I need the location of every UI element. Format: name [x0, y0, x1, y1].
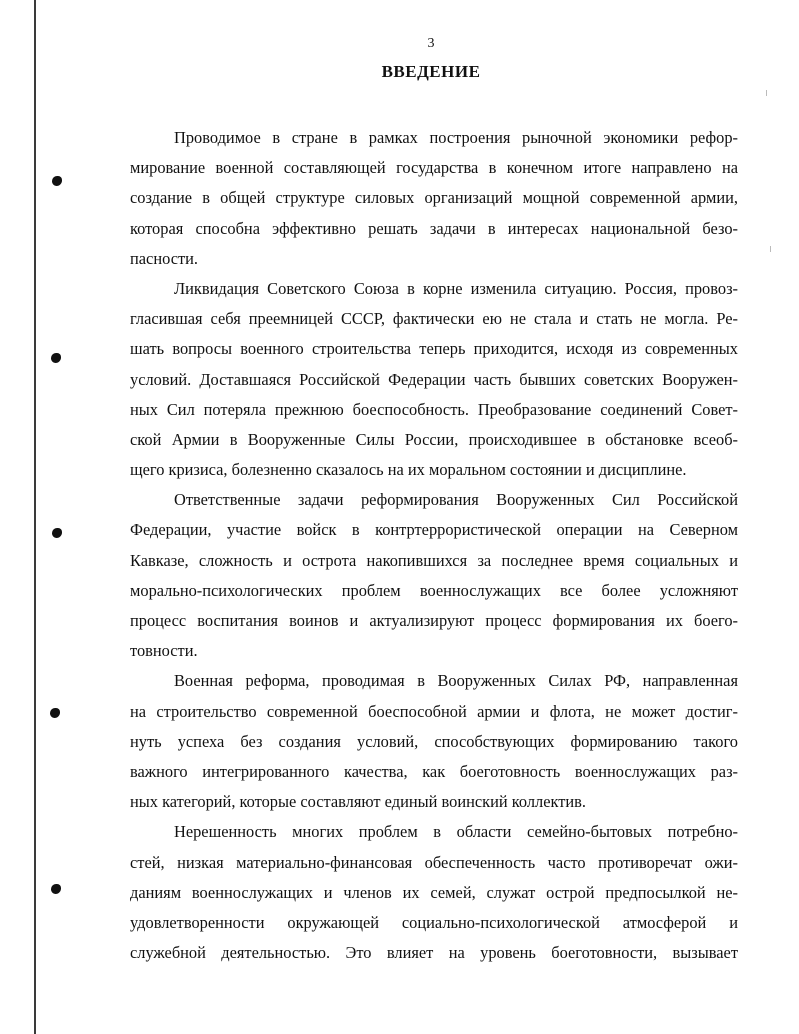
- text-line: Ответственные задачи реформирования Вооруженных Сил Российской: [174, 490, 738, 510]
- text-line: Кавказе, сложность и острота накопившихся за последнее время социальных и: [130, 550, 738, 570]
- body-text: [130, 123, 738, 968]
- text-line: нуть успеха без создания условий, способствующих формированию такого: [130, 731, 738, 751]
- punch-hole-mark: [51, 353, 61, 363]
- text-line: щего кризиса, болезненно сказалось на их моральном состоянии и дисциплине.: [130, 460, 687, 480]
- scan-speck: [766, 90, 767, 96]
- text-line: пасности.: [130, 248, 199, 268]
- text-line: процесс воспитания воинов и актуализируют процесс формирования их боего-: [130, 611, 738, 630]
- text-line: Федерации, участие войск в контртеррористической операции на Северном: [130, 520, 738, 540]
- page-number: 3: [427, 36, 435, 51]
- text-line: на строительство современной боеспособной армии и флота, не может достиг-: [130, 701, 738, 721]
- text-line: удовлетворенности окружающей социально-психологической атмосферой и: [130, 912, 738, 932]
- text-line: ных категорий, которые составляют единый воинский коллектив.: [130, 792, 587, 812]
- text-line: условий. Доставшаяся Российской Федерации часть бывших советских Вооружен-: [130, 369, 738, 389]
- text-line: которая способна эффективно решать задачи в интересах национальной безо-: [130, 218, 738, 238]
- text-line: шать вопросы военного строительства теперь приходится, исходя из современных: [130, 339, 738, 359]
- scan-speck: [770, 246, 771, 252]
- punch-hole-mark: [52, 176, 62, 186]
- text-line: Ликвидация Советского Союза в корне изменила ситуацию. Россия, провоз-: [174, 278, 738, 298]
- text-line: товности.: [130, 641, 198, 661]
- punch-hole-mark: [51, 884, 61, 894]
- text-line: Проводимое в стране в рамках построения рыночной экономики рефор-: [174, 128, 738, 147]
- binding-edge-line: [34, 0, 36, 1034]
- text-line: Нерешенность многих проблем в области семейно-бытовых потребно-: [174, 822, 738, 842]
- text-line: Военная реформа, проводимая в Вооруженных Силах РФ, направленная: [174, 671, 738, 691]
- page-title: ВВЕДЕНИЕ: [381, 62, 481, 81]
- text-line: создание в общей структуре силовых организаций мощной современной армии,: [130, 188, 738, 208]
- text-line: ской Армии в Вооруженные Силы России, происходившее в обстановке всеоб-: [130, 429, 738, 449]
- text-line: стей, низкая материально-финансовая обеспеченность часто противоречат ожи-: [130, 852, 738, 872]
- text-line: мирование военной составляющей государства в конечном итоге направлено на: [130, 158, 738, 178]
- text-line: гласившая себя преемницей СССР, фактически ею не стала и стать не могла. Ре-: [130, 309, 738, 329]
- punch-hole-mark: [52, 528, 62, 538]
- punch-hole-mark: [50, 708, 60, 718]
- text-line: важного интегрированного качества, как боеготовность военнослужащих раз-: [130, 761, 738, 781]
- text-line: морально-психологических проблем военнослужащих все более усложняют: [130, 580, 738, 600]
- text-line: даниям военнослужащих и членов их семей, служат острой предпосылкой не-: [130, 882, 738, 902]
- text-line: ных Сил потеряла прежнюю боеспособность. Преобразование соединений Совет-: [130, 399, 738, 419]
- text-line: служебной деятельностью. Это влияет на уровень боеготовности, вызывает: [130, 943, 738, 963]
